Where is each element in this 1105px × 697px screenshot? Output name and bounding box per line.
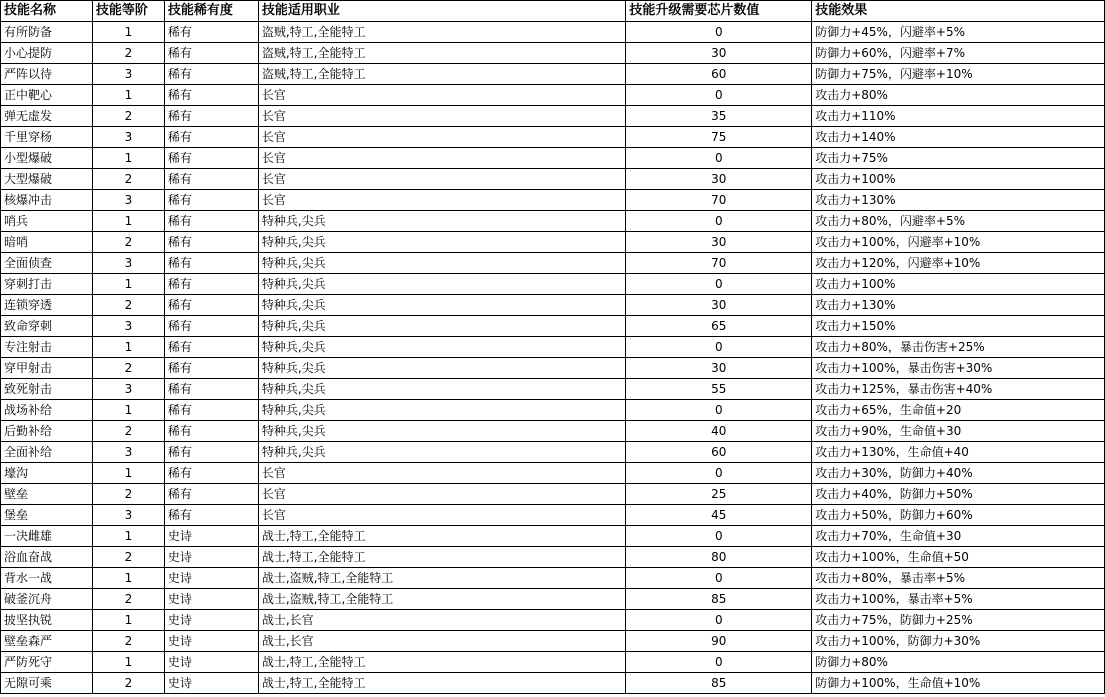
table-row — [1, 127, 1105, 148]
skill-level-cell: 2 — [92, 484, 164, 505]
upgrade-chips-cell: 0 — [626, 22, 812, 43]
skill-name-cell: 千里穿杨 — [1, 127, 93, 148]
header-skill-class: 技能适用职业 — [258, 1, 625, 22]
skill-class-cell: 战士,特工,全能特工 — [258, 547, 625, 568]
skill-level-cell: 2 — [92, 43, 164, 64]
skill-class-cell: 特种兵,尖兵 — [258, 253, 625, 274]
skill-name-cell: 全面补给 — [1, 442, 93, 463]
skill-effect-cell: 防御力+75%，闪避率+10% — [812, 64, 1105, 85]
skill-name-cell: 致命穿刺 — [1, 316, 93, 337]
table-row — [1, 631, 1105, 652]
skill-class-cell: 长官 — [258, 85, 625, 106]
skill-class-cell: 盗贼,特工,全能特工 — [258, 43, 625, 64]
skill-level-cell: 3 — [92, 442, 164, 463]
skill-class-cell: 长官 — [258, 484, 625, 505]
skill-effect-cell: 攻击力+120%，闪避率+10% — [812, 253, 1105, 274]
skill-class-cell: 长官 — [258, 127, 625, 148]
skill-name-cell: 有所防备 — [1, 22, 93, 43]
skill-effect-cell: 攻击力+80%，暴击伤害+25% — [812, 337, 1105, 358]
skill-rarity-cell: 稀有 — [164, 358, 258, 379]
skill-effect-cell: 攻击力+125%，暴击伤害+40% — [812, 379, 1105, 400]
upgrade-chips-cell: 0 — [626, 652, 812, 673]
skill-effect-cell: 攻击力+130% — [812, 295, 1105, 316]
skill-name-cell: 破釜沉舟 — [1, 589, 93, 610]
table-row — [1, 211, 1105, 232]
table-row — [1, 379, 1105, 400]
upgrade-chips-cell: 60 — [626, 442, 812, 463]
skill-effect-cell: 攻击力+75%，防御力+25% — [812, 610, 1105, 631]
upgrade-chips-cell: 0 — [626, 274, 812, 295]
skill-effect-cell: 攻击力+100%，防御力+30% — [812, 631, 1105, 652]
header-skill-effect: 技能效果 — [812, 1, 1105, 22]
skill-effect-cell: 攻击力+140% — [812, 127, 1105, 148]
skill-rarity-cell: 稀有 — [164, 316, 258, 337]
skill-class-cell: 特种兵,尖兵 — [258, 232, 625, 253]
header-skill-rarity: 技能稀有度 — [164, 1, 258, 22]
skill-effect-cell: 攻击力+150% — [812, 316, 1105, 337]
skill-class-cell: 战士,长官 — [258, 610, 625, 631]
upgrade-chips-cell: 75 — [626, 127, 812, 148]
skill-rarity-cell: 稀有 — [164, 379, 258, 400]
skill-name-cell: 披坚执锐 — [1, 610, 93, 631]
table-row — [1, 316, 1105, 337]
skill-effect-cell: 防御力+80% — [812, 652, 1105, 673]
upgrade-chips-cell: 70 — [626, 253, 812, 274]
upgrade-chips-cell: 30 — [626, 43, 812, 64]
skill-effect-cell: 攻击力+100%，暴击伤害+30% — [812, 358, 1105, 379]
upgrade-chips-cell: 0 — [626, 463, 812, 484]
upgrade-chips-cell: 30 — [626, 295, 812, 316]
table-row — [1, 148, 1105, 169]
skill-rarity-cell: 稀有 — [164, 442, 258, 463]
skill-rarity-cell: 史诗 — [164, 652, 258, 673]
skill-level-cell: 3 — [92, 190, 164, 211]
table-row — [1, 589, 1105, 610]
upgrade-chips-cell: 30 — [626, 358, 812, 379]
skill-rarity-cell: 史诗 — [164, 547, 258, 568]
upgrade-chips-cell: 35 — [626, 106, 812, 127]
table-row — [1, 295, 1105, 316]
table-row — [1, 190, 1105, 211]
skill-rarity-cell: 稀有 — [164, 127, 258, 148]
table-row — [1, 610, 1105, 631]
table-row — [1, 337, 1105, 358]
skill-class-cell: 特种兵,尖兵 — [258, 400, 625, 421]
skill-name-cell: 浴血奋战 — [1, 547, 93, 568]
skill-class-cell: 特种兵,尖兵 — [258, 274, 625, 295]
skill-rarity-cell: 稀有 — [164, 64, 258, 85]
upgrade-chips-cell: 90 — [626, 631, 812, 652]
skill-rarity-cell: 稀有 — [164, 421, 258, 442]
skill-class-cell: 战士,特工,全能特工 — [258, 526, 625, 547]
skill-level-cell: 2 — [92, 589, 164, 610]
skill-rarity-cell: 稀有 — [164, 295, 258, 316]
skill-rarity-cell: 稀有 — [164, 505, 258, 526]
skill-class-cell: 长官 — [258, 505, 625, 526]
skill-name-cell: 后勤补给 — [1, 421, 93, 442]
skill-level-cell: 3 — [92, 505, 164, 526]
skill-effect-cell: 攻击力+130% — [812, 190, 1105, 211]
upgrade-chips-cell: 0 — [626, 211, 812, 232]
skill-name-cell: 核爆冲击 — [1, 190, 93, 211]
table-row — [1, 421, 1105, 442]
skill-effect-cell: 攻击力+70%，生命值+30 — [812, 526, 1105, 547]
skill-level-cell: 2 — [92, 295, 164, 316]
skill-name-cell: 大型爆破 — [1, 169, 93, 190]
skill-name-cell: 小心提防 — [1, 43, 93, 64]
skill-name-cell: 壁垒森严 — [1, 631, 93, 652]
header-skill-name: 技能名称 — [1, 1, 93, 22]
skill-effect-cell: 攻击力+80% — [812, 85, 1105, 106]
skill-rarity-cell: 稀有 — [164, 274, 258, 295]
table-row — [1, 400, 1105, 421]
table-row — [1, 568, 1105, 589]
upgrade-chips-cell: 65 — [626, 316, 812, 337]
skill-effect-cell: 攻击力+80%，暴击率+5% — [812, 568, 1105, 589]
skill-rarity-cell: 稀有 — [164, 169, 258, 190]
skill-class-cell: 长官 — [258, 106, 625, 127]
skill-name-cell: 专注射击 — [1, 337, 93, 358]
skill-class-cell: 特种兵,尖兵 — [258, 442, 625, 463]
skill-level-cell: 1 — [92, 463, 164, 484]
skill-level-cell: 3 — [92, 64, 164, 85]
table-row — [1, 169, 1105, 190]
table-row — [1, 463, 1105, 484]
table-row — [1, 526, 1105, 547]
skill-rarity-cell: 稀有 — [164, 106, 258, 127]
header-upgrade-chips: 技能升级需要芯片数值 — [626, 1, 812, 22]
skill-name-cell: 无隙可乘 — [1, 673, 93, 694]
skill-effect-cell: 攻击力+100%，暴击率+5% — [812, 589, 1105, 610]
skill-rarity-cell: 稀有 — [164, 190, 258, 211]
table-row — [1, 673, 1105, 694]
skill-class-cell: 特种兵,尖兵 — [258, 358, 625, 379]
skill-class-cell: 战士,盗贼,特工,全能特工 — [258, 568, 625, 589]
header-skill-level: 技能等阶 — [92, 1, 164, 22]
skill-level-cell: 3 — [92, 253, 164, 274]
skill-level-cell: 1 — [92, 274, 164, 295]
skill-rarity-cell: 稀有 — [164, 211, 258, 232]
skill-effect-cell: 攻击力+100% — [812, 169, 1105, 190]
skill-name-cell: 严防死守 — [1, 652, 93, 673]
table-row — [1, 484, 1105, 505]
skill-class-cell: 战士,盗贼,特工,全能特工 — [258, 589, 625, 610]
skill-name-cell: 致死射击 — [1, 379, 93, 400]
skill-level-cell: 1 — [92, 148, 164, 169]
skill-class-cell: 战士,长官 — [258, 631, 625, 652]
table-row — [1, 547, 1105, 568]
skill-level-cell: 1 — [92, 22, 164, 43]
skill-name-cell: 小型爆破 — [1, 148, 93, 169]
upgrade-chips-cell: 0 — [626, 610, 812, 631]
skill-effect-cell: 攻击力+90%，生命值+30 — [812, 421, 1105, 442]
upgrade-chips-cell: 55 — [626, 379, 812, 400]
skill-level-cell: 2 — [92, 169, 164, 190]
skill-level-cell: 1 — [92, 337, 164, 358]
skill-level-cell: 1 — [92, 526, 164, 547]
skill-class-cell: 特种兵,尖兵 — [258, 295, 625, 316]
skill-level-cell: 1 — [92, 610, 164, 631]
skill-rarity-cell: 史诗 — [164, 568, 258, 589]
skill-class-cell: 特种兵,尖兵 — [258, 211, 625, 232]
table-row — [1, 232, 1105, 253]
skill-name-cell: 全面侦查 — [1, 253, 93, 274]
skill-name-cell: 穿刺打击 — [1, 274, 93, 295]
skill-effect-cell: 攻击力+100%，闪避率+10% — [812, 232, 1105, 253]
upgrade-chips-cell: 85 — [626, 589, 812, 610]
skill-level-cell: 1 — [92, 652, 164, 673]
skill-name-cell: 严阵以待 — [1, 64, 93, 85]
table-row — [1, 358, 1105, 379]
skill-rarity-cell: 史诗 — [164, 610, 258, 631]
skill-name-cell: 连锁穿透 — [1, 295, 93, 316]
skill-effect-cell: 攻击力+50%，防御力+60% — [812, 505, 1105, 526]
skill-class-cell: 长官 — [258, 190, 625, 211]
skill-rarity-cell: 史诗 — [164, 526, 258, 547]
upgrade-chips-cell: 0 — [626, 337, 812, 358]
skill-effect-cell: 攻击力+75% — [812, 148, 1105, 169]
table-row — [1, 22, 1105, 43]
upgrade-chips-cell: 40 — [626, 421, 812, 442]
table-row — [1, 106, 1105, 127]
upgrade-chips-cell: 0 — [626, 85, 812, 106]
upgrade-chips-cell: 45 — [626, 505, 812, 526]
skill-rarity-cell: 史诗 — [164, 589, 258, 610]
skill-name-cell: 战场补给 — [1, 400, 93, 421]
table-row — [1, 652, 1105, 673]
skill-level-cell: 2 — [92, 232, 164, 253]
skill-level-cell: 1 — [92, 211, 164, 232]
skill-effect-cell: 攻击力+100% — [812, 274, 1105, 295]
skill-effect-cell: 攻击力+80%，闪避率+5% — [812, 211, 1105, 232]
skill-effect-cell: 攻击力+30%，防御力+40% — [812, 463, 1105, 484]
upgrade-chips-cell: 30 — [626, 169, 812, 190]
skill-rarity-cell: 稀有 — [164, 22, 258, 43]
skill-rarity-cell: 稀有 — [164, 400, 258, 421]
skill-name-cell: 堡垒 — [1, 505, 93, 526]
skill-name-cell: 弹无虚发 — [1, 106, 93, 127]
skill-level-cell: 3 — [92, 316, 164, 337]
upgrade-chips-cell: 0 — [626, 400, 812, 421]
table-row — [1, 43, 1105, 64]
skill-level-cell: 1 — [92, 85, 164, 106]
upgrade-chips-cell: 80 — [626, 547, 812, 568]
skill-name-cell: 壁垒 — [1, 484, 93, 505]
skill-rarity-cell: 稀有 — [164, 148, 258, 169]
skill-name-cell: 正中靶心 — [1, 85, 93, 106]
upgrade-chips-cell: 0 — [626, 526, 812, 547]
skill-class-cell: 长官 — [258, 463, 625, 484]
skill-effect-cell: 攻击力+110% — [812, 106, 1105, 127]
table-row — [1, 253, 1105, 274]
skill-class-cell: 特种兵,尖兵 — [258, 337, 625, 358]
skill-class-cell: 盗贼,特工,全能特工 — [258, 22, 625, 43]
skill-level-cell: 2 — [92, 358, 164, 379]
skill-effect-cell: 攻击力+40%，防御力+50% — [812, 484, 1105, 505]
skill-rarity-cell: 稀有 — [164, 337, 258, 358]
skill-rarity-cell: 史诗 — [164, 631, 258, 652]
skill-name-cell: 哨兵 — [1, 211, 93, 232]
table-row — [1, 85, 1105, 106]
table-row — [1, 64, 1105, 85]
skill-rarity-cell: 稀有 — [164, 85, 258, 106]
upgrade-chips-cell: 70 — [626, 190, 812, 211]
skill-class-cell: 特种兵,尖兵 — [258, 379, 625, 400]
skill-level-cell: 2 — [92, 106, 164, 127]
skill-class-cell: 特种兵,尖兵 — [258, 316, 625, 337]
skill-rarity-cell: 史诗 — [164, 673, 258, 694]
skill-name-cell: 壕沟 — [1, 463, 93, 484]
table-row — [1, 505, 1105, 526]
skill-rarity-cell: 稀有 — [164, 43, 258, 64]
skill-class-cell: 盗贼,特工,全能特工 — [258, 64, 625, 85]
skill-level-cell: 2 — [92, 673, 164, 694]
skill-name-cell: 暗哨 — [1, 232, 93, 253]
upgrade-chips-cell: 0 — [626, 148, 812, 169]
table-row — [1, 442, 1105, 463]
skill-effect-cell: 防御力+45%，闪避率+5% — [812, 22, 1105, 43]
skill-class-cell: 特种兵,尖兵 — [258, 421, 625, 442]
header-row — [1, 1, 1105, 22]
skill-name-cell: 穿甲射击 — [1, 358, 93, 379]
skill-effect-cell: 攻击力+130%，生命值+40 — [812, 442, 1105, 463]
skill-name-cell: 一决雌雄 — [1, 526, 93, 547]
upgrade-chips-cell: 60 — [626, 64, 812, 85]
skill-class-cell: 长官 — [258, 148, 625, 169]
skill-effect-cell: 防御力+60%，闪避率+7% — [812, 43, 1105, 64]
upgrade-chips-cell: 85 — [626, 673, 812, 694]
skill-level-cell: 2 — [92, 421, 164, 442]
upgrade-chips-cell: 30 — [626, 232, 812, 253]
skill-class-cell: 长官 — [258, 169, 625, 190]
skill-name-cell: 背水一战 — [1, 568, 93, 589]
skill-level-cell: 2 — [92, 631, 164, 652]
skill-level-cell: 1 — [92, 568, 164, 589]
skill-class-cell: 战士,特工,全能特工 — [258, 673, 625, 694]
skill-class-cell: 战士,特工,全能特工 — [258, 652, 625, 673]
skill-effect-cell: 攻击力+100%，生命值+50 — [812, 547, 1105, 568]
skill-effect-cell: 防御力+100%，生命值+10% — [812, 673, 1105, 694]
table-row — [1, 274, 1105, 295]
skill-rarity-cell: 稀有 — [164, 463, 258, 484]
skill-rarity-cell: 稀有 — [164, 484, 258, 505]
skill-rarity-cell: 稀有 — [164, 253, 258, 274]
skill-level-cell: 3 — [92, 127, 164, 148]
skill-level-cell: 3 — [92, 379, 164, 400]
skill-rarity-cell: 稀有 — [164, 232, 258, 253]
skill-effect-cell: 攻击力+65%，生命值+20 — [812, 400, 1105, 421]
skill-level-cell: 1 — [92, 400, 164, 421]
upgrade-chips-cell: 25 — [626, 484, 812, 505]
upgrade-chips-cell: 0 — [626, 568, 812, 589]
skill-level-cell: 2 — [92, 547, 164, 568]
